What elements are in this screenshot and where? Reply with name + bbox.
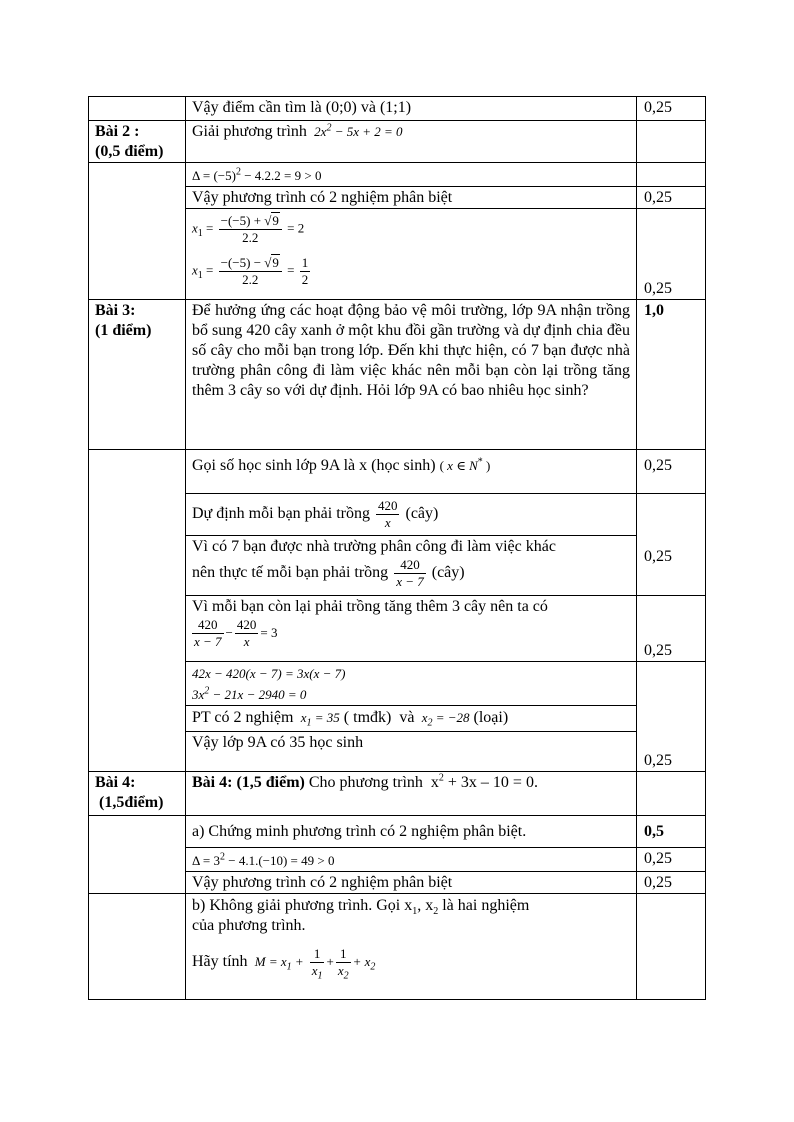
part-b-prompt: b) Không giải phương trình. Gọi $x_1$, $x_2$ là hai nghiệm của phương trình. Hãy tính $M = x_1$ + $\frac{1}{x_1}$ + $\frac{1}{x_2}$ + $x_2$ [186,894,637,1000]
solution-table [88,96,706,1000]
score-cell: 0,5 [637,816,706,848]
score-cell: 0,25 [637,662,706,772]
score-cell: 0,25 [637,97,706,121]
conclusion-text: Vậy lớp 9A có 35 học sinh [186,732,637,772]
problem-label: Bài 3: (1 điểm) [89,300,186,450]
score-cell: 0,25 [637,450,706,494]
problem-statement: Để hưởng ứng các hoạt động bảo vệ môi trường, lớp 9A nhận trồng bổ sung 420 cây xanh ở một khu đồi gần trường và dự định chia đều số cây cho mỗi bạn trong lớp. Đến khi thực hiện, có 7 bạn được nhà trường phân công đi làm việc khác nên mỗi bạn còn lại trồng tăng thêm 3 cây so với dự định. Hỏi lớp 9A có bao nhiêu học sinh? [186,300,637,450]
score-cell: 0,25 [637,494,706,596]
planned-per-student: Dự định mỗi bạn phải trồng $\frac{420}{x}$ (cây) [186,494,637,536]
table-row [89,816,706,848]
conclusion-text: Vậy phương trình có 2 nghiệm phân biệt [186,872,637,894]
score-cell: 0,25 [637,187,706,209]
table-row [89,894,706,1000]
roots-statement: PT có 2 nghiệm $x_1 = 35$ ( tmđk) và $x_2 = -28$ (loại) [186,706,637,732]
problem-label: Bài 2 : (0,5 điểm) [89,121,186,163]
equation-setup: Vì mỗi bạn còn lại phải trồng tăng thêm 3 cây nên ta có $\frac{420}{x - 7}$ − $\frac{420}{x}$ = 3 [186,596,637,662]
table-row [89,300,706,450]
discriminant-formula: $\Delta = 3^2 - 4.1.(-10) = 49 > 0$ [186,848,637,872]
conclusion-text: Vậy điểm cần tìm là (0;0) và (1;1) [186,97,637,121]
actual-per-student: Vì có 7 bạn được nhà trường phân công đi làm việc khác nên thực tế mỗi bạn phải trồng $\frac{420}{x - 7}$ (cây) [186,536,637,596]
table-row [89,97,706,121]
score-cell: 0,25 [637,848,706,872]
answer-sheet [88,96,705,1000]
conclusion-text: Vậy phương trình có 2 nghiệm phân biệt [186,187,637,209]
table-row [89,163,706,187]
score-cell: 0,25 [637,209,706,300]
part-a-prompt: a) Chứng minh phương trình có 2 nghiệm phân biệt. [186,816,637,848]
score-cell: 1,0 [637,300,706,450]
score-cell: 0,25 [637,872,706,894]
discriminant-formula: $\Delta = (-5)^2 - 4.2.2 = 9 > 0$ [186,163,637,187]
problem-label: Bài 4: (1,5điểm) [89,772,186,816]
table-row [89,772,706,816]
problem-prompt: Giải phương trình $2x^2 - 5x + 2 = 0$ [186,121,637,163]
problem-prompt: Bài 4: (1,5 điểm) Cho phương trình $x^2 + 3x - 10 = 0$. [186,772,637,816]
variable-definition: Gọi số học sinh lớp 9A là x (học sinh) ( x ∈ N* ) [186,450,637,494]
equation-transform: 42x − 420(x − 7) = 3x(x − 7) $3x^2 - 21x - 2940 = 0$ [186,662,637,706]
table-row [89,121,706,163]
roots-formula: $x_1$ = $\frac{-(-5) + √9}{2.2}$ = 2 $x_1$ = $\frac{-(-5) - √9}{2.2}$ = $\frac{1}{2}$ [186,209,637,300]
table-row [89,450,706,494]
score-cell: 0,25 [637,596,706,662]
